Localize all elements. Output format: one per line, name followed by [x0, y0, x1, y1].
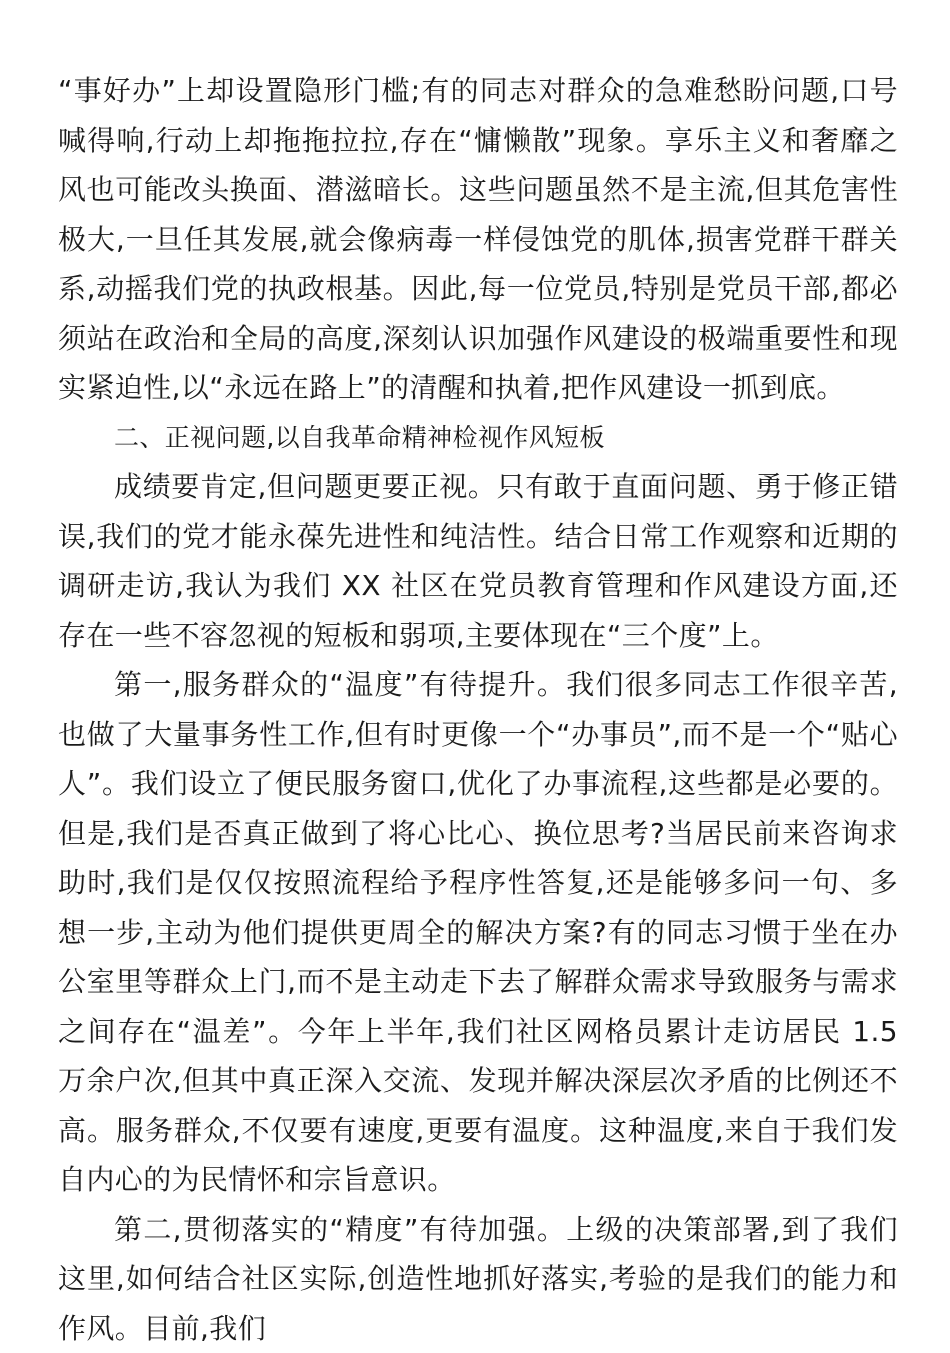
body-paragraph-first-point: 第一,服务群众的“温度”有待提升。我们很多同志工作很辛苦,也做了大量事务性工作,但有时更像一个“办事员”,而不是一个“贴心人”。我们设立了便民服务窗口,优化了办事流程,这些都是必要的。但是,我们是否真正做到了将心比心、换位思考?当居民前来咨询求助时,我们是仅仅按照流程给予程序性答复,还是能够多问一句、多想一步,主动为他们提供更周全的解决方案?有的同志习惯于坐在办公室里等群众上门,而不是主动走下去了解群众需求导致服务与需求之间存在“温差”。今年上半年,我们社区网格员累计走访居民 1.5 万余户次,但其中真正深入交流、发现并解决深层次矛盾的比例还不高。服务群众,不仅要有速度,更要有温度。这种温度,来自于我们发自内心的为民情怀和宗旨意识。	[58, 660, 898, 1205]
document-body	[58, 66, 898, 1353]
section-heading: 二、正视问题,以自我革命精神检视作风短板	[58, 413, 898, 463]
body-paragraph-continued: “事好办”上却设置隐形门槛;有的同志对群众的急难愁盼问题,口号喊得响,行动上却拖拖拉拉,存在“慵懒散”现象。享乐主义和奢靡之风也可能改头换面、潜滋暗长。这些问题虽然不是主流,但其危害性极大,一旦任其发展,就会像病毒一样侵蚀党的肌体,损害党群干群关系,动摇我们党的执政根基。因此,每一位党员,特别是党员干部,都必须站在政治和全局的高度,深刻认识加强作风建设的极端重要性和现实紧迫性,以“永远在路上”的清醒和执着,把作风建设一抓到底。	[58, 66, 898, 413]
body-paragraph-intro: 成绩要肯定,但问题更要正视。只有敢于直面问题、勇于修正错误,我们的党才能永葆先进性和纯洁性。结合日常工作观察和近期的调研走访,我认为我们 XX 社区在党员教育管理和作风建设方面,还存在一些不容忽视的短板和弱项,主要体现在“三个度”上。	[58, 462, 898, 660]
body-paragraph-second-point: 第二,贯彻落实的“精度”有待加强。上级的决策部署,到了我们这里,如何结合社区实际,创造性地抓好落实,考验的是我们的能力和作风。目前,我们	[58, 1205, 898, 1353]
